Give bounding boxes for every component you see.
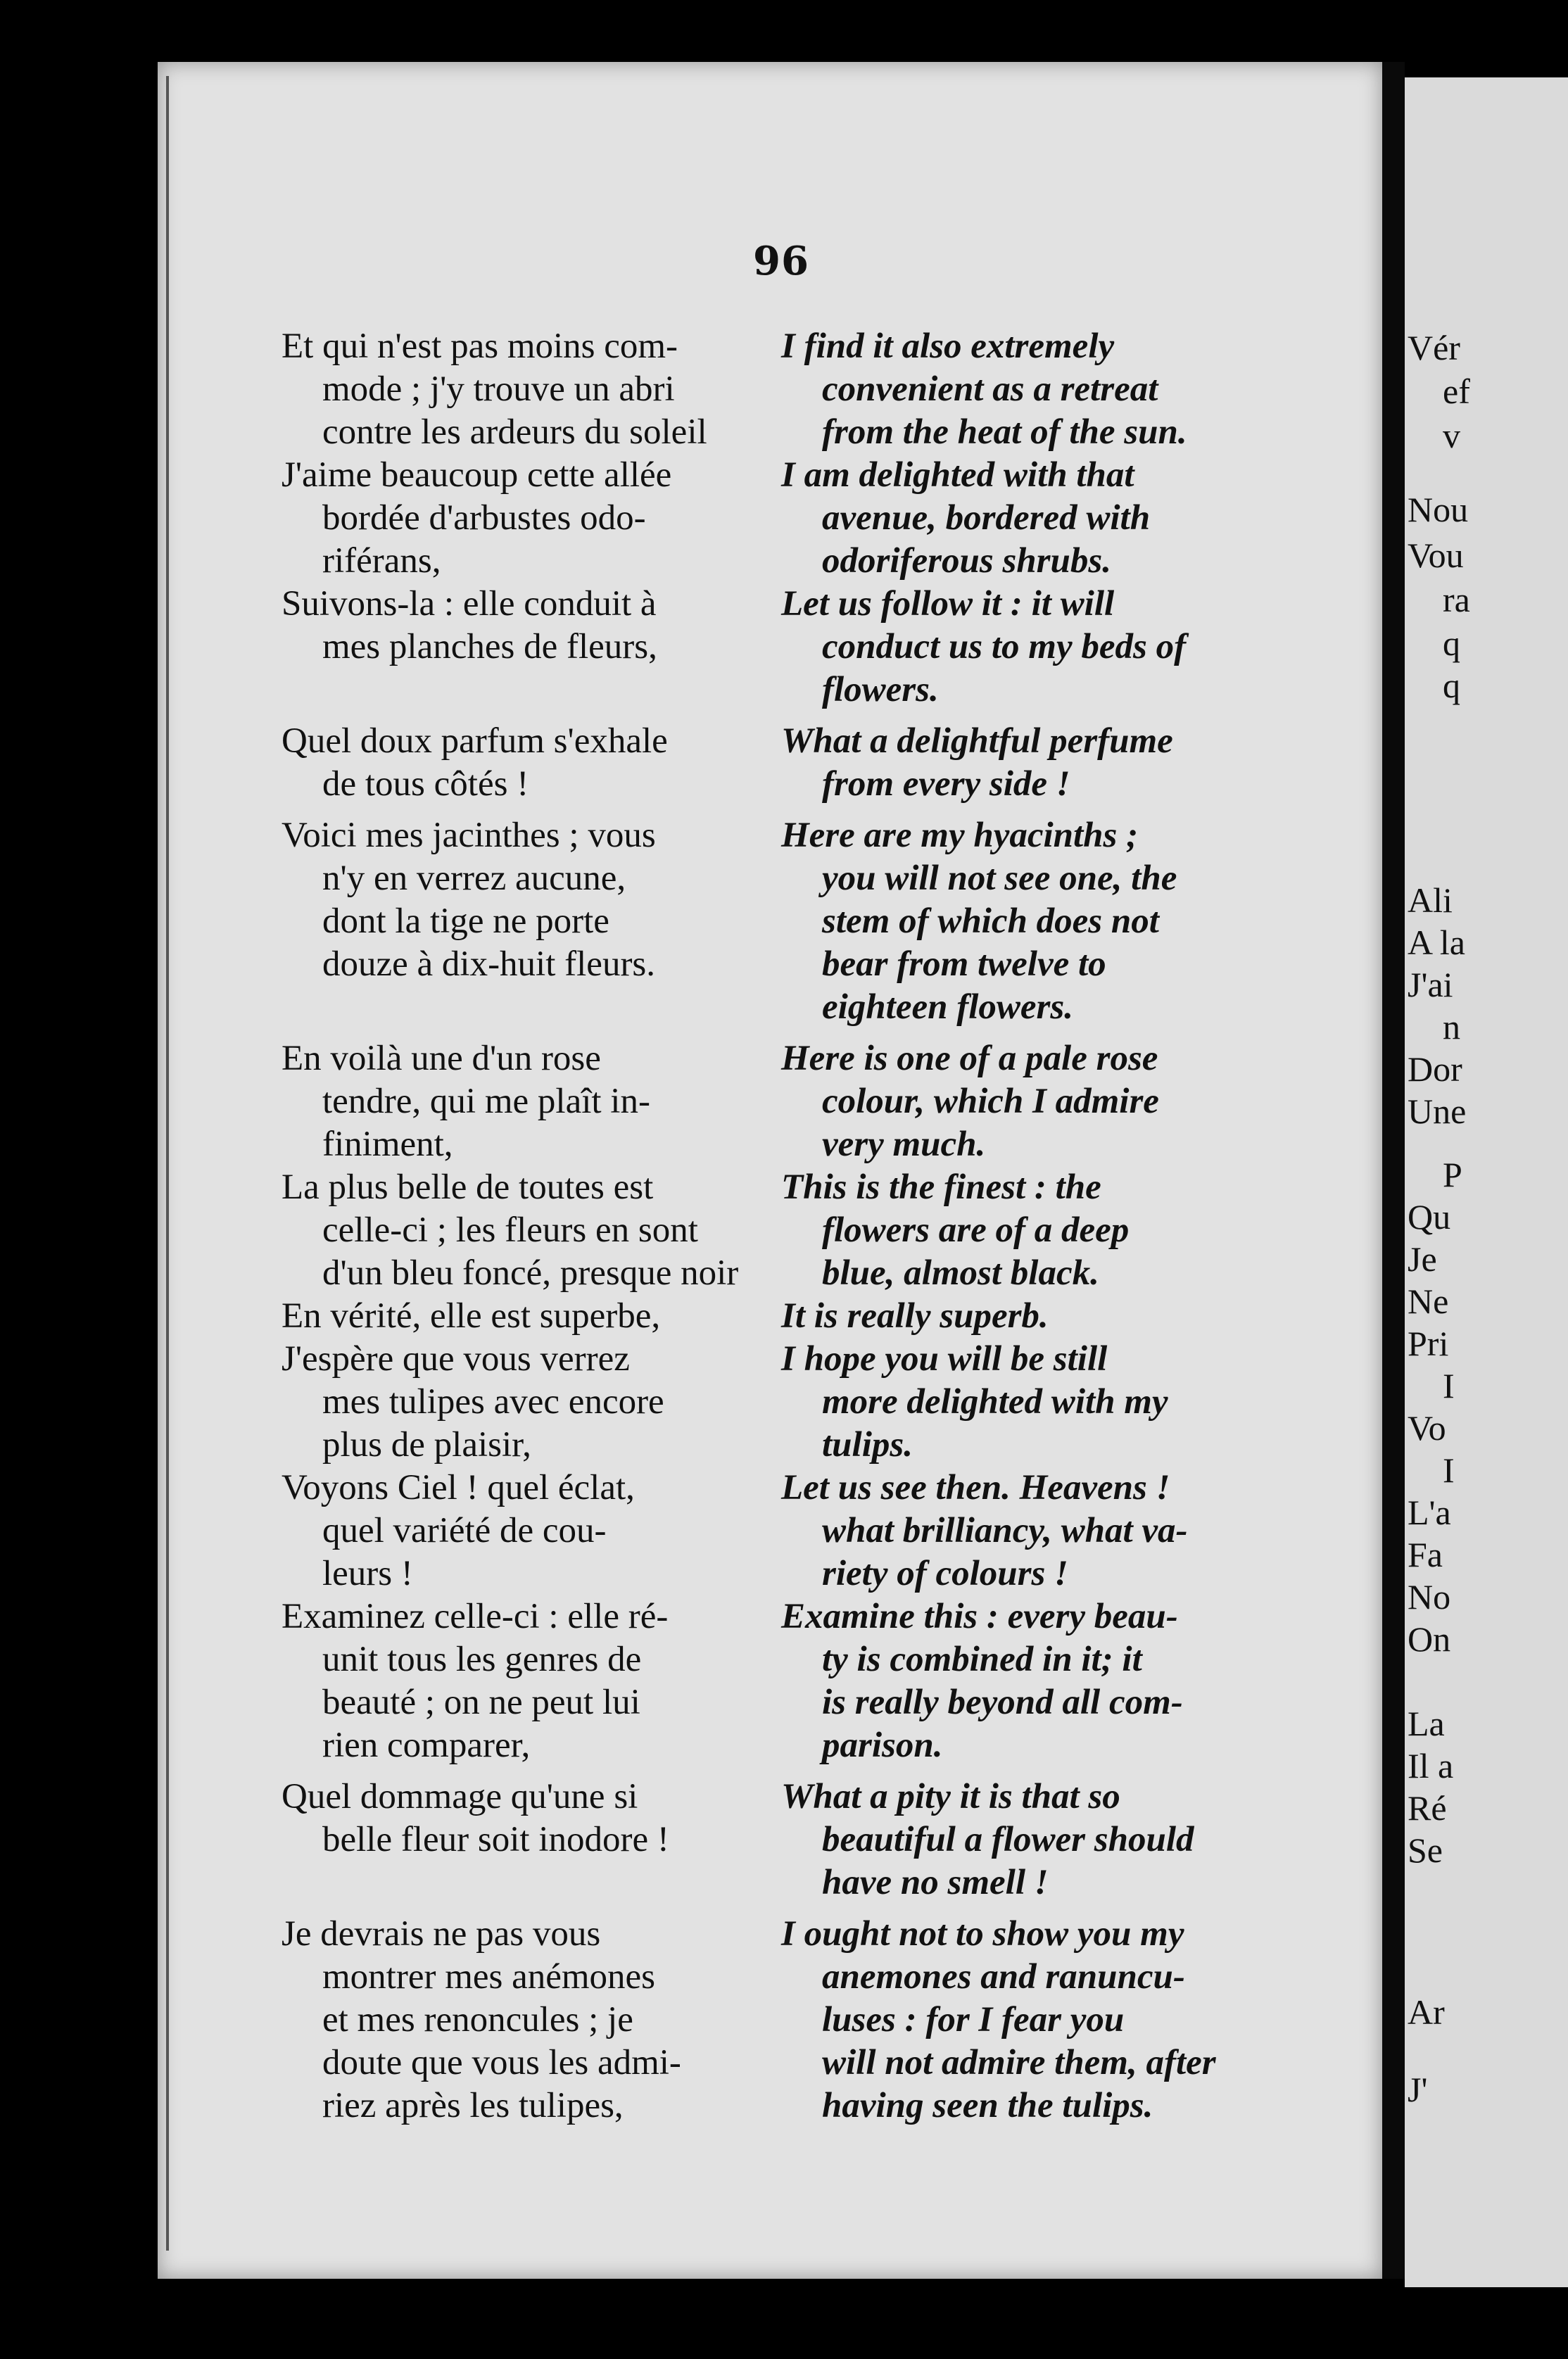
facing-page-fragment: La bbox=[1408, 1704, 1445, 1743]
english-line: avenue, bordered with bbox=[822, 498, 1151, 538]
english-text bbox=[781, 1295, 1281, 1338]
english-text bbox=[781, 1037, 1281, 1166]
dialogue-row bbox=[282, 1295, 1281, 1338]
facing-page-fragment: Vo bbox=[1408, 1408, 1446, 1448]
dialogue-row bbox=[282, 325, 1281, 454]
english-line: you will not see one, the bbox=[822, 859, 1177, 898]
bilingual-text-columns bbox=[282, 325, 1281, 2127]
french-line: Suivons-la : elle conduit à bbox=[282, 584, 657, 624]
english-line: colour, which I admire bbox=[822, 1082, 1159, 1121]
facing-page-fragment: Fa bbox=[1408, 1535, 1443, 1574]
english-text bbox=[781, 1338, 1281, 1467]
french-line: dont la tige ne porte bbox=[322, 902, 609, 941]
french-text bbox=[282, 1595, 767, 1767]
facing-page-fragment: n bbox=[1443, 1007, 1460, 1046]
facing-page-fragment: Ar bbox=[1408, 1992, 1445, 2032]
french-line: Quel doux parfum s'exhale bbox=[282, 721, 668, 761]
dialogue-row bbox=[282, 720, 1281, 806]
french-line: douze à dix-huit fleurs. bbox=[322, 944, 656, 984]
french-line: belle fleur soit inodore ! bbox=[322, 1820, 669, 1859]
french-line: Voyons Ciel ! quel éclat, bbox=[282, 1468, 635, 1507]
english-line: luses : for I fear you bbox=[822, 2000, 1125, 2039]
french-line: leurs ! bbox=[322, 1554, 413, 1593]
english-line: conduct us to my beds of bbox=[822, 627, 1187, 666]
french-line: riférans, bbox=[322, 541, 441, 581]
facing-page-fragment: Ne bbox=[1408, 1282, 1449, 1321]
english-line: Here are my hyacinths ; bbox=[781, 816, 1139, 855]
english-text bbox=[781, 454, 1281, 583]
french-line: plus de plaisir, bbox=[322, 1425, 531, 1465]
english-text bbox=[781, 583, 1281, 712]
french-text bbox=[282, 814, 767, 986]
english-text bbox=[781, 814, 1281, 1029]
french-line: n'y en verrez aucune, bbox=[322, 859, 626, 898]
dialogue-row bbox=[282, 1166, 1281, 1295]
english-line: anemones and ranuncu- bbox=[822, 1957, 1185, 1997]
dialogue-row bbox=[282, 814, 1281, 1029]
french-line: Voici mes jacinthes ; vous bbox=[282, 816, 656, 855]
english-line: having seen the tulips. bbox=[822, 2086, 1153, 2125]
english-line: Examine this : every beau- bbox=[781, 1597, 1178, 1636]
french-line: En voilà une d'un rose bbox=[282, 1039, 601, 1078]
french-text bbox=[282, 720, 767, 806]
facing-page-fragment: Ali bbox=[1408, 880, 1453, 920]
book-gutter bbox=[1382, 62, 1405, 2279]
french-line: Quel dommage qu'une si bbox=[282, 1777, 638, 1816]
french-text bbox=[282, 325, 767, 454]
english-line: from every side ! bbox=[822, 764, 1070, 804]
facing-page-fragment: A la bbox=[1408, 923, 1465, 962]
dialogue-row bbox=[282, 1467, 1281, 1595]
english-line: beautiful a flower should bbox=[822, 1820, 1194, 1859]
french-line: doute que vous les admi- bbox=[322, 2043, 681, 2082]
english-line: have no smell ! bbox=[822, 1863, 1049, 1902]
dialogue-row bbox=[282, 454, 1281, 583]
english-text bbox=[781, 325, 1281, 454]
english-line: flowers are of a deep bbox=[822, 1210, 1130, 1250]
french-line: mes tulipes avec encore bbox=[322, 1382, 664, 1422]
french-text bbox=[282, 1913, 767, 2127]
english-line: Let us see then. Heavens ! bbox=[781, 1468, 1170, 1507]
french-text bbox=[282, 454, 767, 583]
english-line: This is the finest : the bbox=[781, 1168, 1101, 1207]
dialogue-row bbox=[282, 1913, 1281, 2127]
english-line: What a pity it is that so bbox=[781, 1777, 1120, 1816]
french-line: et mes renoncules ; je bbox=[322, 2000, 633, 2039]
english-line: will not admire them, after bbox=[822, 2043, 1216, 2082]
french-line: Examinez celle-ci : elle ré- bbox=[282, 1597, 669, 1636]
french-line: Je devrais ne pas vous bbox=[282, 1914, 601, 1954]
facing-page-fragment: Ré bbox=[1408, 1788, 1447, 1828]
english-text bbox=[781, 1595, 1281, 1767]
english-line: ty is combined in it; it bbox=[822, 1640, 1142, 1679]
french-line: bordée d'arbustes odo- bbox=[322, 498, 646, 538]
french-text bbox=[282, 1166, 767, 1295]
facing-page-fragment: Se bbox=[1408, 1830, 1443, 1870]
english-text bbox=[781, 1913, 1281, 2127]
facing-page-fragment: q bbox=[1443, 666, 1460, 705]
facing-page-fragment: J' bbox=[1408, 2070, 1428, 2109]
french-line: La plus belle de toutes est bbox=[282, 1168, 654, 1207]
french-line: riez après les tulipes, bbox=[322, 2086, 624, 2125]
facing-page-fragment: ra bbox=[1443, 580, 1470, 619]
french-line: quel variété de cou- bbox=[322, 1511, 607, 1550]
french-line: contre les ardeurs du soleil bbox=[322, 412, 707, 452]
french-line: mes planches de fleurs, bbox=[322, 627, 657, 666]
french-text bbox=[282, 1338, 767, 1467]
english-line: blue, almost black. bbox=[822, 1253, 1099, 1293]
facing-page-fragment: L'a bbox=[1408, 1493, 1451, 1532]
english-line: eighteen flowers. bbox=[822, 987, 1073, 1027]
english-line: very much. bbox=[822, 1125, 986, 1164]
facing-page-fragment: Dor bbox=[1408, 1049, 1462, 1089]
english-line: It is really superb. bbox=[781, 1296, 1049, 1336]
facing-page-fragment: I bbox=[1443, 1366, 1455, 1405]
dialogue-row bbox=[282, 1595, 1281, 1767]
french-line: d'un bleu foncé, presque noir bbox=[322, 1253, 739, 1293]
english-line: I hope you will be still bbox=[781, 1339, 1108, 1379]
english-text bbox=[781, 1166, 1281, 1295]
facing-page-fragment: Je bbox=[1408, 1239, 1437, 1279]
dialogue-row bbox=[282, 1037, 1281, 1166]
french-line: celle-ci ; les fleurs en sont bbox=[322, 1210, 698, 1250]
french-text bbox=[282, 583, 767, 669]
english-line: stem of which does not bbox=[822, 902, 1159, 941]
facing-page-fragment: v bbox=[1443, 416, 1460, 455]
english-line: Here is one of a pale rose bbox=[781, 1039, 1158, 1078]
french-line: montrer mes anémones bbox=[322, 1957, 656, 1997]
facing-page bbox=[1405, 77, 1568, 2287]
french-text bbox=[282, 1037, 767, 1166]
french-line: J'espère que vous verrez bbox=[282, 1339, 630, 1379]
facing-page-fragment: Une bbox=[1408, 1092, 1467, 1131]
page-number: 96 bbox=[753, 238, 809, 284]
facing-page-fragment: P bbox=[1443, 1155, 1462, 1194]
english-line: I ought not to show you my bbox=[781, 1914, 1184, 1954]
dialogue-row bbox=[282, 583, 1281, 712]
french-line: unit tous les genres de bbox=[322, 1640, 642, 1679]
english-line: What a delightful perfume bbox=[781, 721, 1173, 761]
english-line: tulips. bbox=[822, 1425, 913, 1465]
dialogue-row bbox=[282, 1776, 1281, 1904]
facing-page-fragment: Pri bbox=[1408, 1324, 1449, 1363]
facing-page-fragment: Vér bbox=[1408, 328, 1460, 367]
english-line: parison. bbox=[822, 1726, 943, 1765]
french-line: rien comparer, bbox=[322, 1726, 531, 1765]
english-text bbox=[781, 720, 1281, 806]
facing-page-fragment: Vou bbox=[1408, 536, 1464, 575]
french-text bbox=[282, 1467, 767, 1595]
facing-page-fragment: q bbox=[1443, 624, 1460, 663]
french-line: Et qui n'est pas moins com- bbox=[282, 327, 678, 366]
french-line: tendre, qui me plaît in- bbox=[322, 1082, 650, 1121]
french-line: mode ; j'y trouve un abri bbox=[322, 369, 675, 409]
english-line: convenient as a retreat bbox=[822, 369, 1158, 409]
english-line: bear from twelve to bbox=[822, 944, 1106, 984]
page-edge-shadow bbox=[166, 76, 169, 2251]
english-text bbox=[781, 1776, 1281, 1904]
english-line: more delighted with my bbox=[822, 1382, 1168, 1422]
french-line: finiment, bbox=[322, 1125, 453, 1164]
english-line: is really beyond all com- bbox=[822, 1683, 1183, 1722]
english-line: I am delighted with that bbox=[781, 455, 1134, 495]
dialogue-row bbox=[282, 1338, 1281, 1467]
english-text bbox=[781, 1467, 1281, 1595]
english-line: flowers. bbox=[822, 670, 939, 709]
facing-page-fragment: ef bbox=[1443, 372, 1470, 411]
french-text bbox=[282, 1295, 767, 1338]
facing-page-fragment: J'ai bbox=[1408, 965, 1453, 1004]
french-line: de tous côtés ! bbox=[322, 764, 529, 804]
facing-page-fragment: Il a bbox=[1408, 1746, 1454, 1785]
english-line: riety of colours ! bbox=[822, 1554, 1068, 1593]
english-line: from the heat of the sun. bbox=[822, 412, 1187, 452]
facing-page-fragment: Qu bbox=[1408, 1197, 1451, 1237]
facing-page-fragment: On bbox=[1408, 1619, 1451, 1659]
facing-page-fragment: No bbox=[1408, 1577, 1451, 1617]
facing-page-fragment: I bbox=[1443, 1450, 1455, 1490]
french-line: En vérité, elle est superbe, bbox=[282, 1296, 661, 1336]
french-line: J'aime beaucoup cette allée bbox=[282, 455, 672, 495]
english-line: what brilliancy, what va- bbox=[822, 1511, 1188, 1550]
facing-page-fragment: Nou bbox=[1408, 490, 1469, 529]
english-line: odoriferous shrubs. bbox=[822, 541, 1111, 581]
french-line: beauté ; on ne peut lui bbox=[322, 1683, 640, 1722]
english-line: Let us follow it : it will bbox=[781, 584, 1115, 624]
english-line: I find it also extremely bbox=[781, 327, 1115, 366]
french-text bbox=[282, 1776, 767, 1861]
